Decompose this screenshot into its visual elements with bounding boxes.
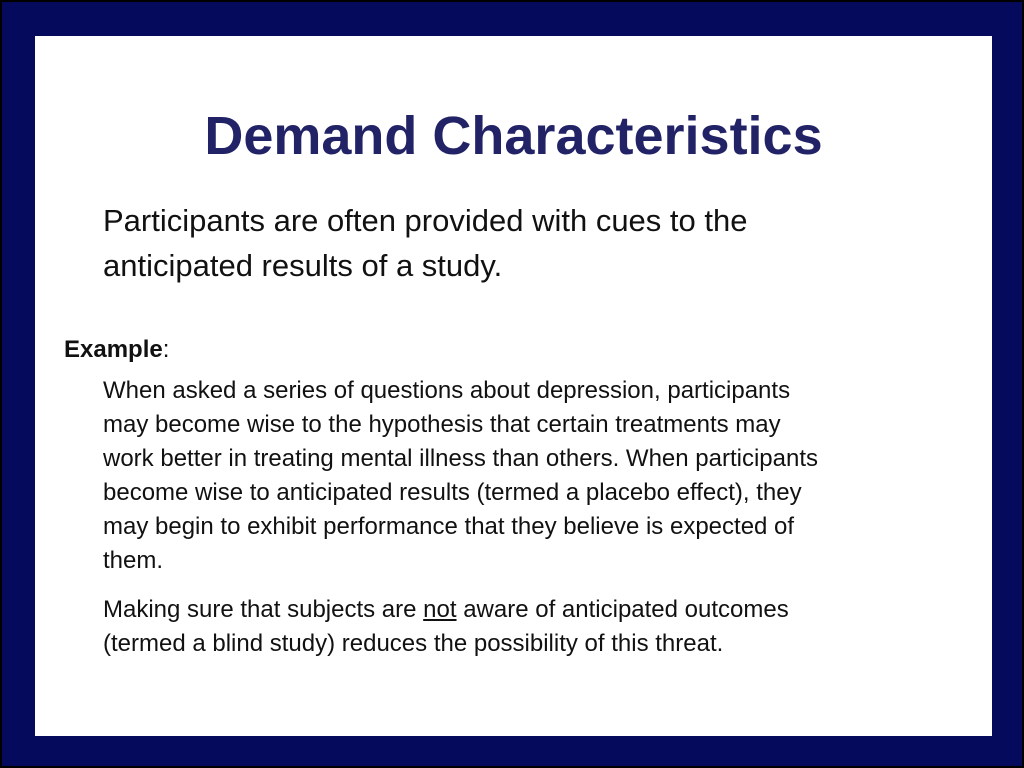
lead-line: anticipated results of a study. [103, 248, 503, 283]
example-heading [64, 334, 169, 366]
example-label-colon: : [162, 336, 170, 363]
lead-paragraph [103, 198, 963, 288]
closing-line: (termed a blind study) reduces the possibility of this threat. [103, 630, 724, 657]
lead-line: Participants are often provided with cues to the [103, 203, 748, 238]
example-paragraph [103, 374, 978, 578]
example-line: may become wise to the hypothesis that certain treatments may [103, 411, 781, 438]
slide-title: Demand Characteristics [204, 106, 823, 166]
closing-paragraph [103, 593, 978, 661]
slide-content [35, 36, 992, 736]
example-line: may begin to exhibit performance that they believe is expected of [103, 513, 795, 540]
example-line: become wise to anticipated results (termed a placebo effect), they [103, 479, 802, 506]
closing-line [103, 593, 978, 627]
closing-text: Making sure that subjects are [103, 596, 424, 623]
example-line: them. [103, 547, 164, 574]
example-label: Example [64, 336, 163, 363]
example-line: When asked a series of questions about depression, participants [103, 377, 791, 404]
example-line: work better in treating mental illness than others. When participants [103, 445, 819, 472]
emphasis-not: not [423, 596, 457, 623]
closing-text: aware of anticipated outcomes [456, 596, 789, 623]
